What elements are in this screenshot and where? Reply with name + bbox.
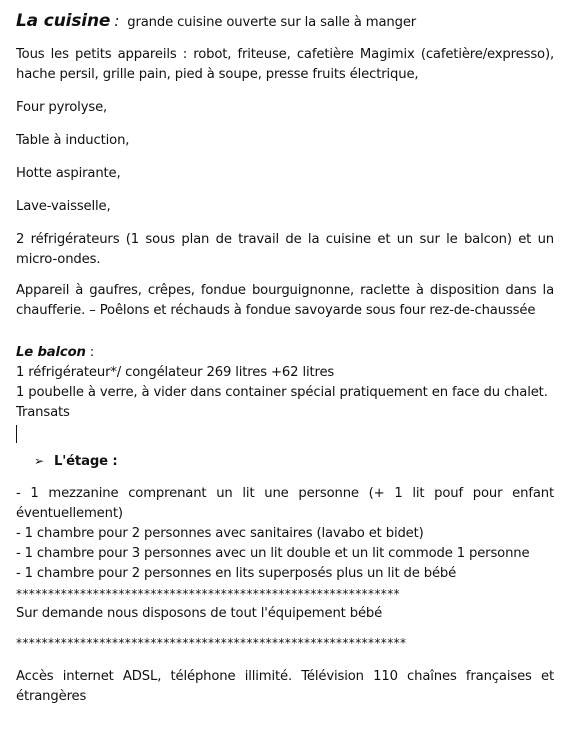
kitchen-induction-text: Table à induction, xyxy=(16,133,130,148)
floor-mezzanine-text: - 1 mezzanine comprenant un lit une personne (+ 1 lit pouf pour enfant éventuellement) xyxy=(16,486,554,521)
floor-heading xyxy=(34,451,554,472)
floor-title: L'étage : xyxy=(54,454,118,469)
kitchen-oven-text: Four pyrolyse, xyxy=(16,100,108,115)
kitchen-hood-text: Hotte aspirante, xyxy=(16,166,121,181)
kitchen-fridges-text: 2 réfrigérateurs (1 sous plan de travail de la cuisine et un sur le balcon) et un micro-ondes. xyxy=(16,232,554,267)
kitchen-title-colon: : xyxy=(114,12,120,30)
balcony-title-colon: : xyxy=(89,345,95,360)
kitchen-extras-text: Appareil à gaufres, crêpes, fondue bourguignonne, raclette à disposition dans la chaufferie. – Poêlons et réchauds à fondue savoyarde sous four rez-de-chaussée xyxy=(16,283,554,318)
document-body xyxy=(16,10,554,707)
kitchen-dishwasher-text: Lave-vaisselle, xyxy=(16,199,111,214)
internet-tv-text: Accès internet ADSL, téléphone illimité. Télévision 110 chaînes françaises et étrangères xyxy=(16,669,554,704)
balcony-deckchairs-text: Transats xyxy=(16,405,70,420)
baby-equipment-text: Sur demande nous disposons de tout l'équipement bébé xyxy=(16,606,383,621)
separator-line-1: ************************************************************ xyxy=(16,587,400,601)
balcony-fridge-text: 1 réfrigérateur*/ congélateur 269 litres +62 litres xyxy=(16,365,335,380)
balcony-title: Le balcon xyxy=(16,345,86,360)
kitchen-heading xyxy=(16,10,554,34)
text-cursor xyxy=(16,425,17,443)
kitchen-title: La cuisine xyxy=(16,11,111,31)
floor-room-3-text: - 1 chambre pour 2 personnes en lits superposés plus un lit de bébé xyxy=(16,566,457,581)
floor-room-2-text: - 1 chambre pour 3 personnes avec un lit double et un lit commode 1 personne xyxy=(16,546,530,561)
balcony-heading xyxy=(16,343,554,363)
kitchen-appliances-text: Tous les petits appareils : robot, friteuse, cafetière Magimix (cafetière/expresso), hache persil, grille pain, pied à soupe, presse fruits électrique, xyxy=(16,47,554,82)
floor-room-1-text: - 1 chambre pour 2 personnes avec sanitaires (lavabo et bidet) xyxy=(16,526,424,541)
separator-line-2: ************************************************************* xyxy=(16,636,407,650)
arrow-bullet-icon: ➢ xyxy=(34,454,44,468)
kitchen-subtitle: grande cuisine ouverte sur la salle à manger xyxy=(127,15,417,30)
balcony-bin-text: 1 poubelle à verre, à vider dans container spécial pratiquement en face du chalet. xyxy=(16,385,548,400)
